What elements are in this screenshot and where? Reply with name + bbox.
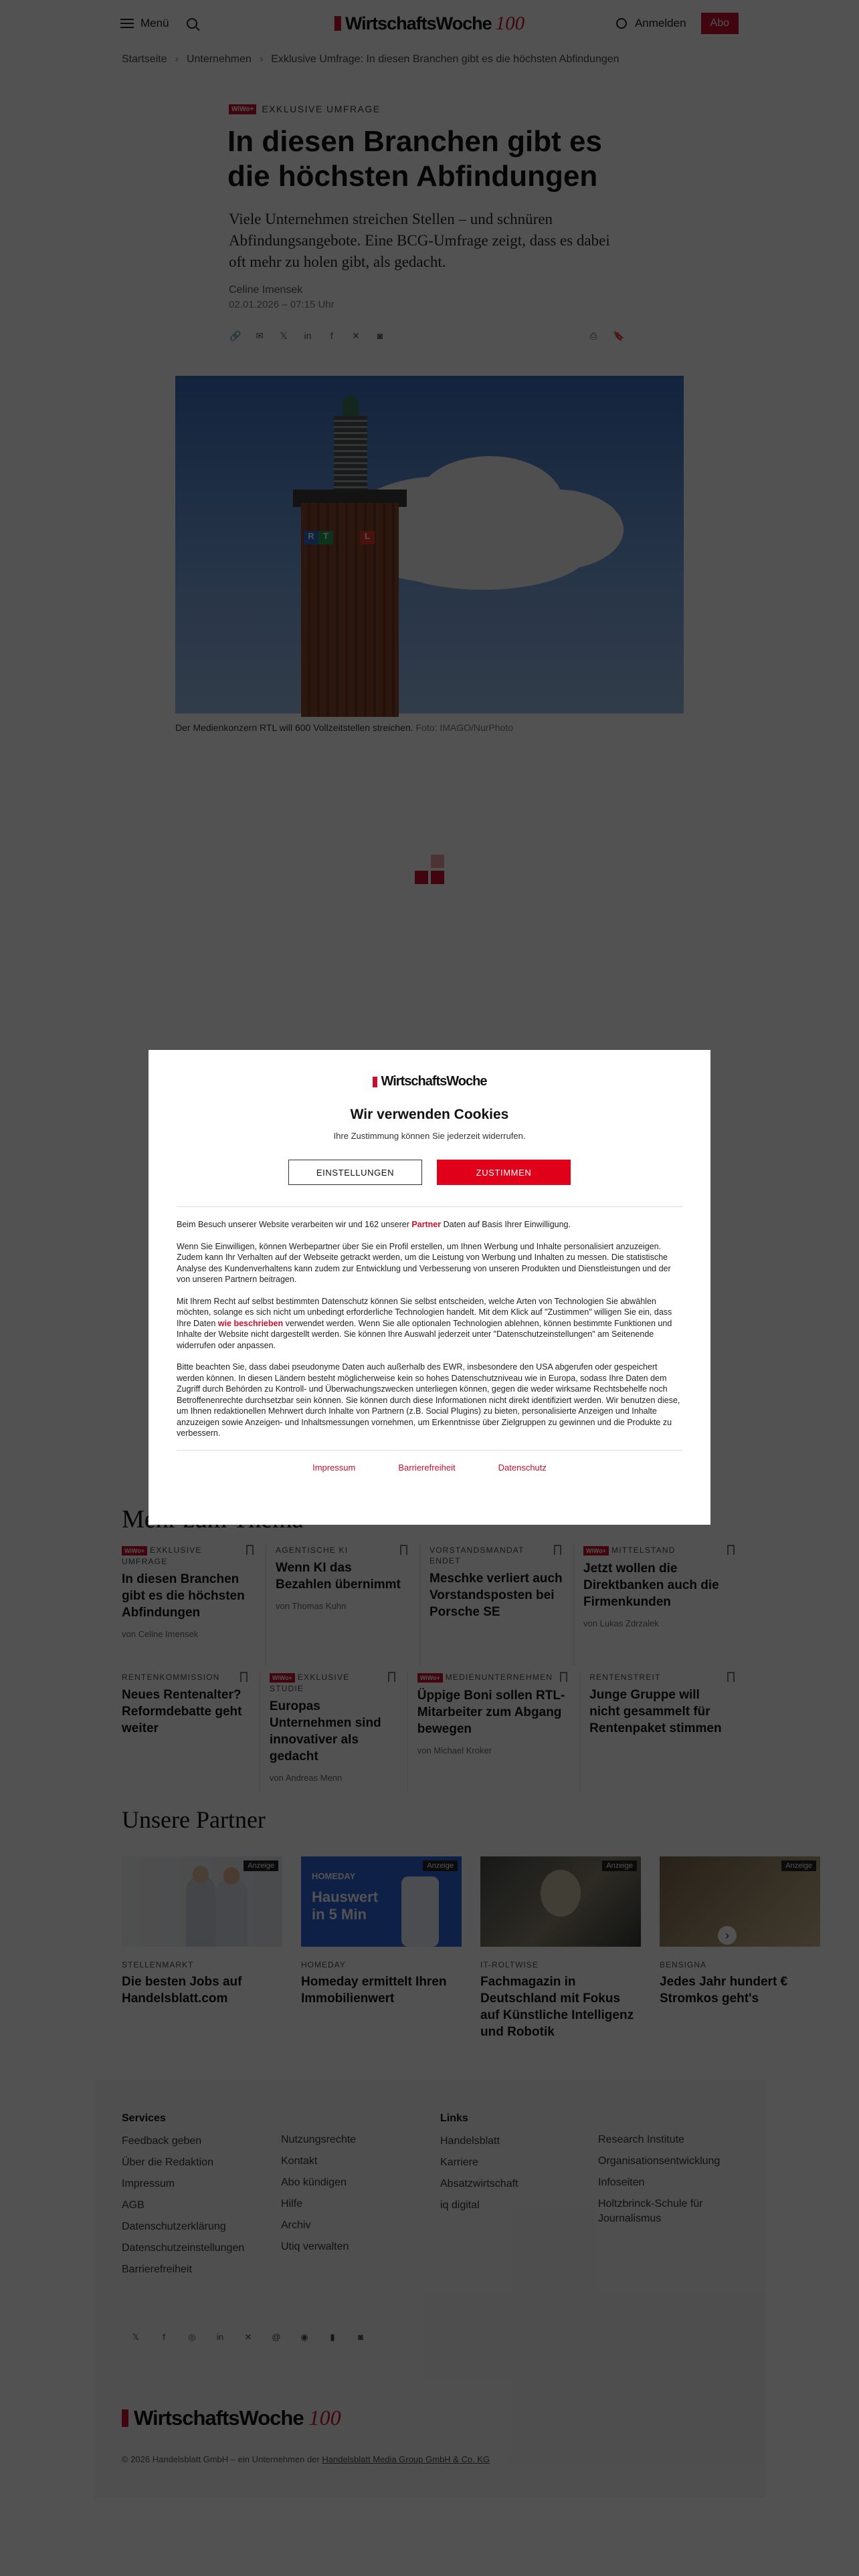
cookie-logo xyxy=(177,1074,682,1089)
cookie-text: Beim Besuch unserer Website verarbeiten wir und 162 unserer xyxy=(177,1220,412,1229)
cookie-text: Bitte beachten Sie, dass dabei pseudonyme Daten auch außerhalb des EWR, insbesondere den USA abgerufen oder gespeichert werden können. In diesen Ländern besteht möglicherweise kein so hohes Datenschutzniveau wie in Europa, sodass Ihre Daten dem Zugriff durch Behörden zu Kontroll- und Überwachungszwecken unterliegen können, gegen die weder wirksame Rechtsbehelfe noch Betroffenenrechte durchsetzbar sein können. Sie können durch diese Informationen nicht direkt identifiziert werden. Wir benutzen diese, um Ihnen redaktionellen Mehrwert durch Inhalte von Partnern (z.B. Social Plugins) zu bieten, personalisierte Anzeigen und Inhalte anzuzeigen sowie Anzeigen- und Inhaltsmessungen vornehmen, um Erkenntnisse über Zielgruppen zu gewinnen und die Produkte zu verbessern. xyxy=(177,1362,680,1438)
cookie-text: verwendet werden. Wenn Sie alle optionalen Technologien ablehnen, können bestimmte Funktionen und Inhalte der Website nicht dargestellt werden. Sie können Ihre Auswahl jederzeit unter "Datenschutzeinstellungen" am Seitenende widerrufen oder anpassen. xyxy=(177,1318,672,1350)
cookie-impressum-link[interactable]: Impressum xyxy=(312,1462,356,1473)
described-link[interactable]: wie beschrieben xyxy=(217,1318,284,1328)
logo-mark-icon xyxy=(373,1077,377,1087)
cookie-settings-button[interactable]: EINSTELLUNGEN xyxy=(288,1160,422,1185)
cookie-text: Mit Ihrem Recht auf selbst bestimmten Datenschutz können Sie selbst entscheiden, welche Arten von Technologien Sie abwählen möchten, solange es sich nicht um unbedingt erforderliche Technologien handelt. Mit dem Klick auf "Zustimmen" willigen Sie ein, dass Ihre Daten xyxy=(177,1296,672,1328)
cookie-accept-button[interactable]: ZUSTIMMEN xyxy=(437,1160,571,1185)
cookie-text: Daten auf Basis Ihrer Einwilligung. xyxy=(441,1220,571,1229)
cookie-subtitle: Ihre Zustimmung können Sie jederzeit widerrufen. xyxy=(333,1131,526,1141)
cookie-footer-links xyxy=(177,1450,682,1473)
partner-link[interactable]: Partner xyxy=(411,1220,442,1229)
logo-text: WirtschaftsWoche xyxy=(381,1074,487,1089)
cookie-body xyxy=(177,1219,682,1439)
cookie-title: Wir verwenden Cookies xyxy=(350,1107,509,1122)
cookie-privacy-link[interactable]: Datenschutz xyxy=(498,1462,547,1473)
cookie-text: Wenn Sie Einwilligen, können Werbepartner über Sie ein Profil erstellen, um Ihnen Werbung und Inhalte personalisiert anzuzeigen. Zudem kann Ihr Verhalten auf der Webseite getrackt werden, um die Leistung von Werbung und Inhalten zu messen. Die statistische Analyse des Kundenverhaltens kann zudem zur Entwicklung und Verbesserung von unseren Produkten und Dienstleistungen und der von unseren Partnern beitragen. xyxy=(177,1241,671,1284)
cookie-accessibility-link[interactable]: Barrierefreiheit xyxy=(398,1462,456,1473)
cookie-consent-dialog xyxy=(149,1050,710,1525)
